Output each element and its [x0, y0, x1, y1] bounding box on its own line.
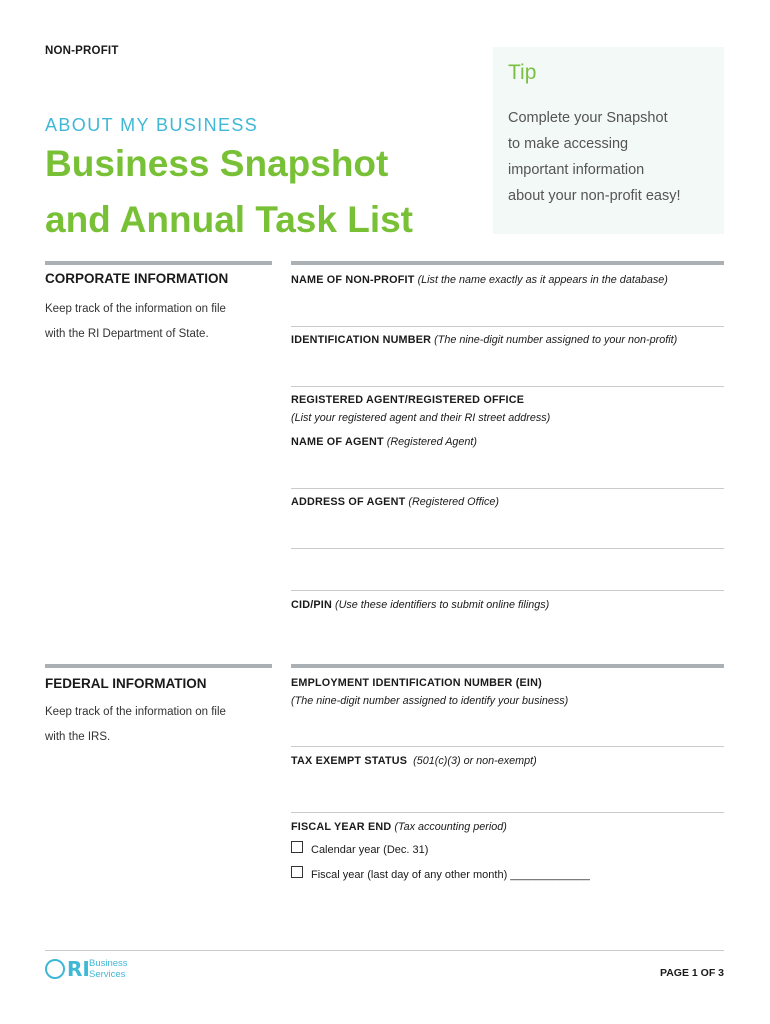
field-label: NAME OF NON-PROFIT: [291, 274, 415, 286]
section-divider: [291, 261, 724, 265]
section-eyebrow: ABOUT MY BUSINESS: [45, 115, 259, 135]
calendar-year-label: Calendar year (Dec. 31): [311, 844, 429, 856]
input-line-identification-number[interactable]: [291, 386, 724, 387]
logo-line: Services: [89, 969, 126, 980]
note-line: Keep track of the information on file: [45, 706, 226, 718]
field-hint: (Tax accounting period): [394, 821, 507, 833]
field-hint: (List your registered agent and their RI street address): [291, 412, 551, 424]
section-divider: [45, 664, 272, 668]
field-label: TAX EXEMPT STATUS: [291, 755, 408, 767]
field-name-of-agent: [291, 436, 477, 448]
field-name-of-nonprofit: [291, 274, 668, 286]
corporate-heading: CORPORATE INFORMATION: [45, 271, 229, 286]
logo-line: Business: [89, 958, 128, 969]
field-tax-exempt-status: [291, 755, 537, 767]
footer-divider: [45, 950, 724, 951]
field-hint: (501(c)(3) or non-exempt): [413, 755, 537, 767]
logo-text: [89, 958, 128, 980]
ri-business-services-logo: [45, 957, 140, 983]
input-line-address-of-agent-1[interactable]: [291, 548, 724, 549]
field-label: FISCAL YEAR END: [291, 821, 392, 833]
field-cid-pin: [291, 599, 549, 611]
page-title-line2: and Annual Task List: [45, 199, 413, 240]
tip-line: to make accessing: [508, 136, 629, 152]
tip-box: [493, 47, 724, 234]
field-identification-number: [291, 334, 677, 346]
field-label: REGISTERED AGENT/REGISTERED OFFICE: [291, 394, 525, 406]
field-hint: (Registered Agent): [386, 436, 477, 448]
logo-mark-text: RI: [67, 957, 90, 981]
field-label: ADDRESS OF AGENT: [291, 496, 406, 508]
field-fiscal-year-end: [291, 821, 507, 833]
tip-title: Tip: [508, 61, 537, 84]
note-line: Keep track of the information on file: [45, 303, 226, 315]
tip-line: important information: [508, 162, 645, 178]
fiscal-year-checkbox[interactable]: [291, 866, 303, 878]
note-line: with the IRS.: [45, 730, 111, 743]
input-line-name-of-agent[interactable]: [291, 488, 724, 489]
field-hint: (List the name exactly as it appears in the database): [417, 274, 668, 286]
field-hint: (Use these identifiers to submit online filings): [335, 599, 550, 611]
field-label: EMPLOYMENT IDENTIFICATION NUMBER (EIN): [291, 677, 542, 689]
input-line-address-of-agent-2[interactable]: [291, 590, 724, 591]
field-label: CID/PIN: [291, 599, 332, 611]
section-divider: [45, 261, 272, 265]
tip-line: about your non-profit easy!: [508, 188, 681, 204]
note-line: with the RI Department of State.: [45, 327, 209, 340]
field-label: IDENTIFICATION NUMBER: [291, 334, 432, 346]
input-line-ein[interactable]: [291, 746, 724, 747]
field-registered-agent-hint: [291, 412, 550, 424]
input-line-tax-exempt-status[interactable]: [291, 812, 724, 813]
field-registered-agent-office: [291, 394, 524, 406]
federal-note: [45, 700, 265, 749]
document-category: NON-PROFIT: [45, 45, 119, 57]
tip-line: Complete your Snapshot: [508, 110, 668, 126]
state-seal-icon: [45, 959, 65, 979]
field-hint: (Registered Office): [408, 496, 499, 508]
field-address-of-agent: [291, 496, 499, 508]
field-hint: (The nine-digit number assigned to identify your business): [291, 695, 569, 707]
field-ein: [291, 677, 542, 689]
section-divider: [291, 664, 724, 668]
federal-heading: FEDERAL INFORMATION: [45, 676, 207, 691]
field-label: NAME OF AGENT: [291, 436, 384, 448]
field-ein-hint: [291, 695, 568, 707]
input-line-name-of-nonprofit[interactable]: [291, 326, 724, 327]
calendar-year-checkbox[interactable]: [291, 841, 303, 853]
field-hint: (The nine-digit number assigned to your non-profit): [434, 334, 678, 346]
page-number: PAGE 1 OF 3: [660, 967, 724, 979]
page-title-line1: Business Snapshot: [45, 143, 389, 184]
corporate-note: [45, 297, 265, 346]
fiscal-year-label: Fiscal year (last day of any other month) _____________: [311, 869, 590, 881]
